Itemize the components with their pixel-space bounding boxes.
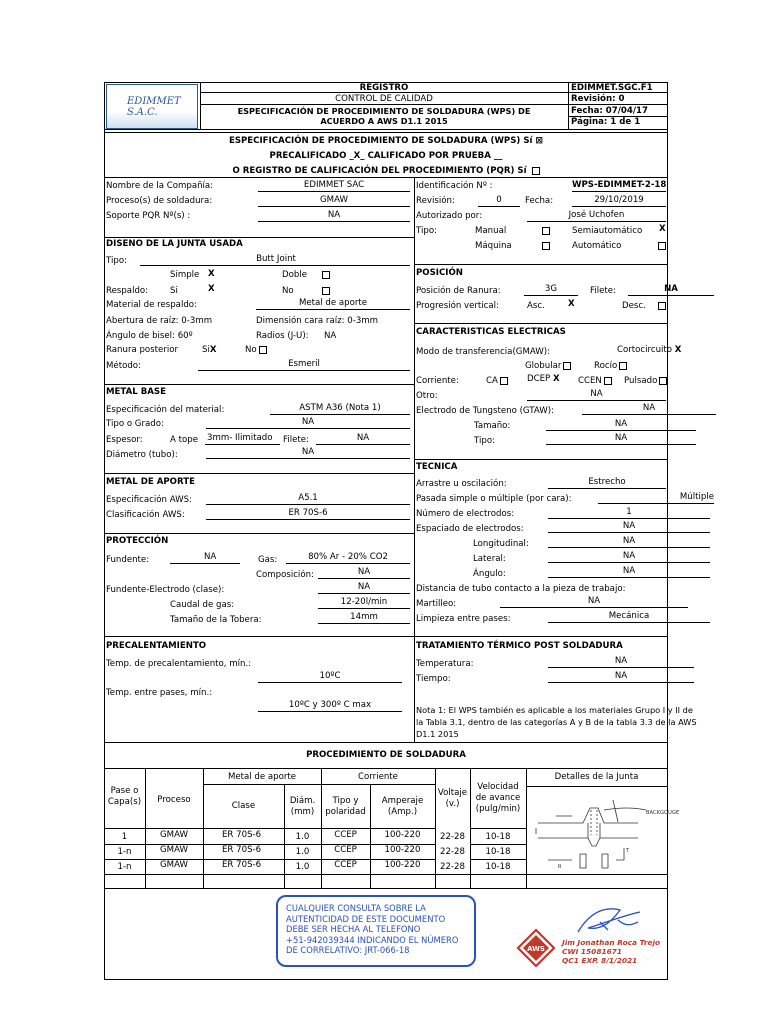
protection-section-title: PROTECCIÓN [106, 536, 169, 546]
authenticity-stamp: CUALQUIER CONSULTA SOBRE LA AUTENTICIDAD DE ESTE DOCUMENTO DEBE SER HECHA AL TELEFONO +51-942039344 INDICANDO EL NÚMERO DE CORRELATIVO: JRT-066-18 [276, 895, 476, 967]
thickness-value: 3mm- Ilimitado [207, 433, 273, 443]
material-spec-value: ASTM A36 (Nota 1) [299, 403, 381, 413]
semiauto-mark: X [659, 224, 666, 234]
aws-spec-value: A5.1 [298, 493, 318, 503]
position-section-title: POSICIÓN [416, 268, 463, 278]
interpass-value: 10ºC y 300º C max [288, 700, 372, 710]
diameter-value: NA [301, 447, 315, 457]
wps-id-value: WPS-EDIMMET-2-18 [572, 180, 667, 190]
wps-document: EDIMMET S.A.C. REGISTRO CONTROL DE CALIDAD ESPECIFICACIÓN DE PROCEDIMIENTO DE SOLDADURA (WPS) DE ACUERDO A AWS D1.1 2015 EDIMMET.SGC.F1 Revisión: 0 Fecha: 07/04/17 Página: 1 de 1 ESPECIFICACIÓN DE PROCEDIMIENTO DE SOLDADURA (WPS) Sí ⊠ PRECALIFICADO _X_ CALIFICADO POR PRUEBA __ O REGISTRO DE CALIFICACIÓN DEL PROCEDIMIENTO (PQR) Sí Nombre de la Compañía: EDIMMET SAC Proceso(s) de soldadura: GMAW Soporte PQR Nº(s) : NA Identificación Nº : WPS-EDIMMET-2-18 Revisión: 0 Fecha: 29/10/2019 Autorizado por: José Uchofen Tipo: Manual Semiautomático X Máquina Automático DISENO DE LA JUNTA USADA Tipo: Butt Joint Simple X Doble Respaldo: Si X No Material de respaldo: Metal de aporte Abertura de raíz: 0-3mm Dimensión cara raíz: 0-3mm Ángulo de bisel: 60º Radios (J-U): NA Ranura posterior SiX No Método: Esmeril POSICIÓN Posición de Ranura: 3G Filete: NA Progresión vertical: Asc. X Desc. METAL BASE Especificación del material: ASTM A36 (Nota 1) Tipo o Grado: NA Espesor: A tope 3mm- Ilimitado Filete: NA Diámetro (tubo): NA CARACTERISTICAS ELECTRICAS Modo de transferencia(GMAW): Cortocircuito X Globular Rocío Corriente: CA DCEP X CCEN Pulsado Otro: NA Electrodo de Tungsteno (GTAW): NA Tamaño: NA Tipo: NA METAL DE APORTE Especificación AWS: A5.1 Clasificación AWS: ER 70S-6 TECNICA Arrastre u oscilación: Estrecho Pasada simple o múltiple (por cara): Múltiple Número de electrodos: 1 Espaciado de electrodos: NA Longitudinal: NA Lateral: NA Ángulo: NA Distancia de tubo contacto a la pieza de trabajo: Martilleo: NA Limpieza entre pases: Mecánica PROTECCIÓN Fundente: NA Gas: 80% Ar - 20% CO2 Composición: NA Fundente-Electrodo (clase): NA Caudal de gas: 12-20l/min Tamaño de la Tobera: 14mm PRECALENTAMIENTO Temp. de precalentamiento, mín.: 10ºC Temp. entre pases, mín.: 10ºC y 300º C max TRATAMIENTO TÉRMICO POST SOLDADURA Temperatura: NA Tiempo: NA Nota 1: El WPS también es aplicable a los materiales Grupo I y II de la Tabla 3.1, dentro de las categorías A y B de la tabla 3.3 de la AWS D1.1 2015 PROCEDIMIENTO DE SOLDADURA Pase o Capa(s) Proceso Metal de aporte Clase Diám. (mm) Corriente Tipo y polaridad Amperaje (Amp.) Voltaje (v.) Velocidad de avance (pulg/min) Detalles de la Junta 1 GMAW ER 70S-6 1.0 CCEP 100-220 22-28 10-18 1-n GMAW ER 70S-6 1.0 CCEP 100-220 22-28 10-18 1-n GMAW ER 70S-6 1.0 CCEP 100-220 22-28 10-18 BACKGOUGE T R CUALQUIER CONSULTA SOBRE LA AUTENTICIDAD DE ESTE DOCUMENTO DEBE SER HECHA AL TELEFONO +51-942039344 INDICANDO EL NÚMERO DE CORRELATIVO: JRT-066-18 AWS Jim Jonathan Roca Trejo CWI 15081671 QC1 EXP. 8/1/2021 [0, 0, 768, 1024]
svg-text:T: T [626, 848, 630, 854]
base-metal-section-title: METAL BASE [106, 387, 166, 397]
flux-value: NA [204, 552, 217, 562]
header-control: CONTROL DE CALIDAD [335, 94, 433, 104]
other-value: NA [590, 389, 603, 399]
banner-line-2: PRECALIFICADO _X_ CALIFICADO POR PRUEBA __ [269, 151, 503, 161]
company-value: EDIMMET SAC [303, 180, 365, 190]
header-revision: Revisión: 0 [571, 94, 625, 104]
rev-value: 0 [496, 195, 502, 205]
header-page: Página: 1 de 1 [571, 117, 641, 127]
header-wps-title-1: ESPECIFICACIÓN DE PROCEDIMIENTO DE SOLDADURA (WPS) DE [237, 106, 531, 116]
joint-detail-sketch [528, 788, 680, 872]
aws-class-value: ER 70S-6 [288, 508, 328, 518]
note-line-2: la Tabla 3.1, dentro de las categorías A y B de la tabla 3.3 de la AWS [416, 717, 697, 727]
note-line-1: Nota 1: El WPS también es aplicable a los materiales Grupo I y II de [416, 705, 693, 715]
pwht-section-title: TRATAMIENTO TÉRMICO POST SOLDADURA [416, 641, 623, 651]
electrode-count-value: 1 [626, 507, 632, 517]
date-value: 29/10/2019 [594, 195, 644, 205]
banner-line-1: ESPECIFICACIÓN DE PROCEDIMIENTO DE SOLDADURA (WPS) Sí ⊠ [228, 136, 544, 146]
procedure-title: PROCEDIMIENTO DE SOLDADURA [306, 750, 466, 760]
process-value: GMAW [320, 195, 348, 205]
joint-section-title: DISENO DE LA JUNTA USADA [106, 239, 243, 249]
backing-material-value: Metal de aporte [298, 298, 368, 308]
aws-logo: AWS [527, 945, 545, 953]
pwht-time-value: NA [614, 671, 628, 681]
backgouge-label: BACKGOUGE [646, 810, 680, 816]
header-wps-title-2: ACUERDO A AWS D1.1 2015 [320, 116, 448, 126]
technique-section-title: TECNICA [416, 462, 458, 472]
peening-value: NA [587, 596, 601, 606]
svg-text:R: R [558, 864, 562, 870]
frame-bottom [104, 979, 668, 980]
joint-type-value: Butt Joint [256, 254, 296, 264]
banner-line-3: O REGISTRO DE CALIFICACIÓN DEL PROCEDIMIENTO (PQR) Sí [104, 166, 668, 176]
auth-value: José Uchofen [568, 210, 625, 220]
header-registro: REGISTRO [359, 83, 409, 93]
passes-value: Múltiple [679, 492, 714, 502]
oscillation-value: Estrecho [588, 477, 626, 487]
pqr-value: NA [327, 210, 341, 220]
header-code: EDIMMET.SGC.F1 [571, 83, 653, 93]
grade-value: NA [301, 417, 315, 427]
gas-value: 80% Ar - 20% CO2 [308, 552, 388, 562]
company-logo: EDIMMET S.A.C. [106, 84, 198, 129]
inspector-qc1: QC1 EXP. 8/1/2021 [562, 956, 638, 965]
gas-flow-value: 12-20l/min [340, 597, 388, 607]
method-value: Esmeril [288, 359, 320, 369]
nozzle-value: 14mm [350, 612, 378, 622]
preheat-section-title: PRECALENTAMIENTO [106, 641, 207, 651]
inspector-cwi: CWI 15081671 [562, 947, 623, 956]
fillet-position-value: NA [664, 284, 678, 294]
header-date: Fecha: 07/04/17 [571, 106, 648, 116]
pwht-temp-value: NA [614, 656, 628, 666]
electrical-section-title: CARACTERISTICAS ELECTRICAS [416, 327, 566, 337]
frame-left [104, 82, 105, 980]
inspector-name: Jim Jonathan Roca Trejo [562, 938, 661, 947]
preheat-min-value: 10ºC [319, 671, 341, 681]
groove-position-value: 3G [544, 284, 558, 294]
filler-section-title: METAL DE APORTE [106, 477, 195, 487]
frame-right [667, 82, 668, 980]
tungsten-value: NA [642, 403, 656, 413]
note-line-3: D1.1 2015 [416, 729, 459, 739]
cleaning-value: Mecánica [608, 611, 650, 621]
